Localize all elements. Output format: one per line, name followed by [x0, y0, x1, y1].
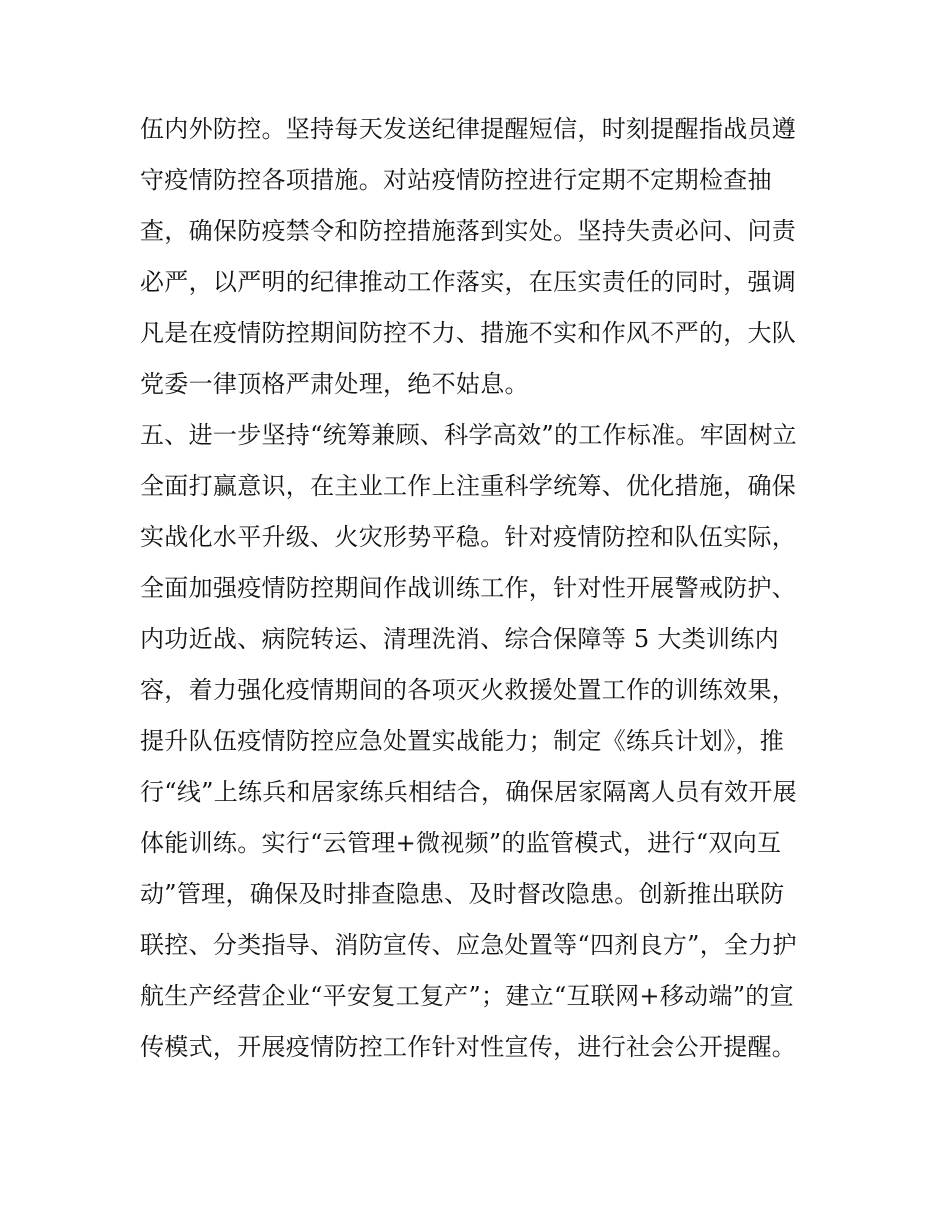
body-text: [140, 104, 820, 1073]
text-line: 提升队伍疫情防控应急处置实战能力；制定《练兵计划》，推: [140, 727, 785, 755]
text-line: 传模式，开展疫情防控工作针对性宣传，进行社会公开提醒。: [140, 1033, 797, 1061]
text-line: 党委一律顶格严肃处理，绝不姑息。: [140, 370, 529, 398]
text-line: 动”管理，确保及时排查隐患、及时督改隐患。创新推出联防: [140, 880, 785, 908]
text-line: 全面加强疫情防控期间作战训练工作，针对性开展警戒防护、: [140, 574, 797, 602]
text-line: 伍内外防控。坚持每天发送纪律提醒短信，时刻提醒指战员遵: [140, 115, 797, 143]
text-line: 内功近战、病院转运、清理洗消、综合保障等 5 大类训练内: [140, 625, 779, 653]
text-line: 凡是在疫情防控期间防控不力、措施不实和作风不严的，大队: [140, 319, 797, 347]
text-line: 守疫情防控各项措施。对站疫情防控进行定期不定期检查抽: [140, 166, 772, 194]
section-heading-line: 五、进一步坚持“统筹兼顾、科学高效”的工作标准。牢固树立: [140, 421, 797, 449]
text-line: 航生产经营企业“平安复工复产”；建立“互联网+移动端”的宣: [140, 982, 794, 1010]
text-line: 实战化水平升级、火灾形势平稳。针对疫情防控和队伍实际，: [140, 523, 797, 551]
text-line: 联控、分类指导、消防宣传、应急处置等“四剂良方”，全力护: [140, 931, 797, 959]
text-line: 查，确保防疫禁令和防控措施落到实处。坚持失责必问、问责: [140, 217, 797, 245]
text-line: 全面打赢意识，在主业工作上注重科学统筹、优化措施，确保: [140, 472, 797, 500]
text-line: 容，着力强化疫情期间的各项灭火救援处置工作的训练效果，: [140, 676, 797, 704]
text-line: 必严，以严明的纪律推动工作落实，在压实责任的同时，强调: [140, 268, 797, 296]
text-line: 体能训练。实行“云管理+微视频”的监管模式，进行“双向互: [140, 829, 782, 857]
text-line: 行“线”上练兵和居家练兵相结合，确保居家隔离人员有效开展: [140, 778, 797, 806]
